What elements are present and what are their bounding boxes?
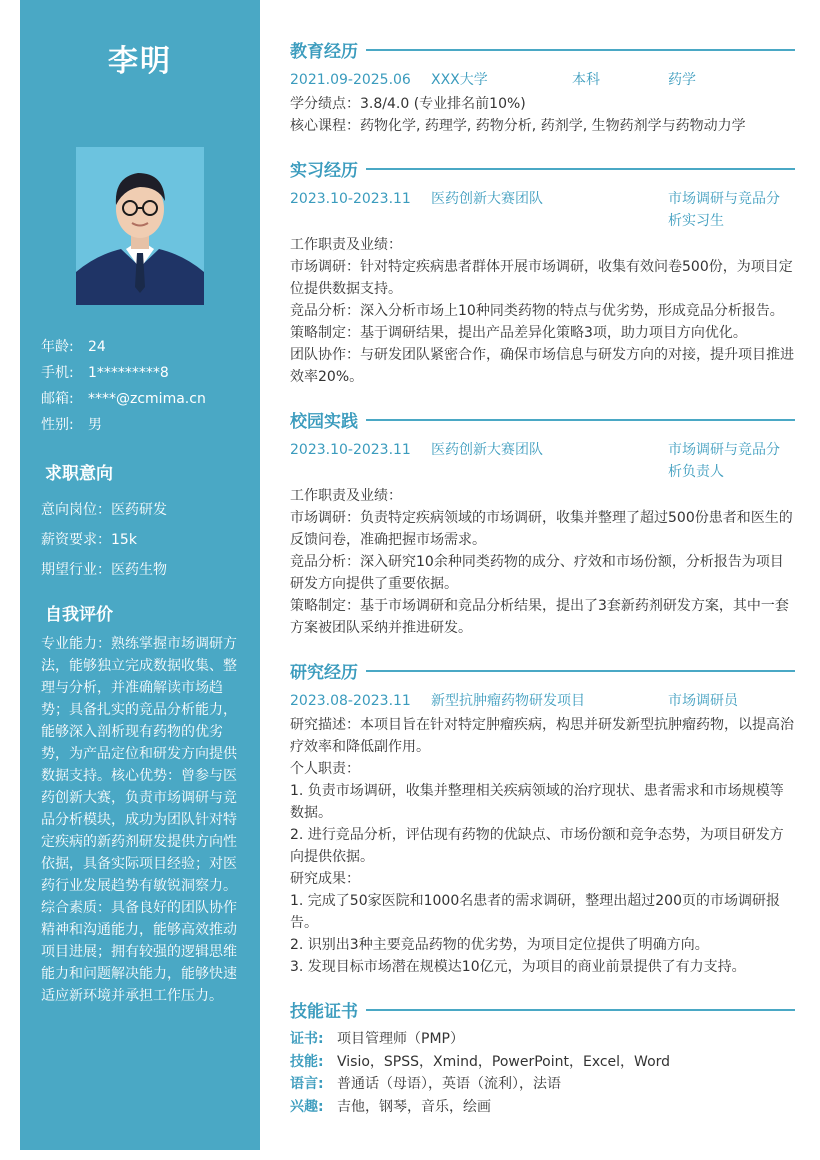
section-title: 校园实践 (290, 412, 358, 432)
skill-value: 普通话（母语），英语（流利），法语 (337, 1076, 561, 1092)
detail-line: 竞品分析：深入分析市场上10种同类药物的特点与优劣势，形成竞品分析报告。 (290, 303, 784, 319)
section-divider (366, 1009, 795, 1011)
info-value: 男 (88, 417, 102, 433)
section-skills (290, 997, 795, 1022)
skill-row (290, 1073, 670, 1096)
section-internship (290, 156, 795, 181)
evaluation-text: 专业能力：熟练掌握市场调研方法，能够独立完成数据收集、整理与分析，并准确解读市场趋势；具备扎实的竞品分析能力，能够深入剖析现有药物的优劣势，为产品定位和研发方向提供数据支持。核心优势：曾参与医药创新大赛，负责市场调研与竞品分析模块，成功为团队针对特定疾病的新药剂研发提供方向性依据，具备实际项目经验；对医药行业发展趋势有敏锐洞察力。综合素质：具备良好的团队协作精神和沟通能力，能够高效推动项目进展；拥有较强的逻辑思维能力和问题解决能力，能够快速适应新环境并承担工作压力。 (41, 636, 237, 1004)
section-education (290, 37, 795, 62)
research-date: 2023.08-2023.11 (290, 693, 411, 709)
campus-org: 医药创新大赛团队 (431, 442, 543, 458)
intent-list (41, 495, 167, 585)
section-title: 教育经历 (290, 42, 358, 62)
detail-line: 3. 发现目标市场潜在规模达10亿元，为项目的商业前景提供了有力支持。 (290, 959, 746, 975)
detail-line: 个人职责： (290, 761, 360, 777)
basic-info (41, 334, 206, 438)
sidebar (20, 0, 260, 1150)
section-research (290, 658, 795, 683)
detail-line: 市场调研：负责特定疾病领域的市场调研，收集并整理了超过500份患者和医生的反馈问卷，准确把握市场需求。 (290, 510, 793, 548)
section-divider (366, 419, 795, 421)
skill-row (290, 1051, 670, 1074)
research-details (290, 714, 795, 978)
skill-row (290, 1096, 670, 1119)
skill-key: 证书: (290, 1031, 324, 1047)
info-label: 性别: (41, 417, 74, 433)
education-courses: 核心课程：药物化学, 药理学, 药物分析, 药剂学, 生物药剂学与药物动力学 (290, 118, 746, 134)
education-degree: 本科 (572, 72, 600, 88)
detail-line: 2. 进行竞品分析，评估现有药物的优缺点、市场份额和竞争态势，为项目研发方向提供依据。 (290, 827, 784, 865)
education-date: 2021.09-2025.06 (290, 72, 411, 88)
detail-line: 策略制定：基于市场调研和竞品分析结果，提出了3套新药剂研发方案，其中一套方案被团队采纳并推进研发。 (290, 598, 789, 636)
detail-line: 策略制定：基于调研结果，提出产品差异化策略3项，助力项目方向优化。 (290, 325, 747, 341)
detail-line: 市场调研：针对特定疾病患者群体开展市场调研，收集有效问卷500份，为项目定位提供数据支持。 (290, 259, 793, 297)
section-title: 研究经历 (290, 663, 358, 683)
info-value: 1*********8 (88, 365, 169, 381)
intent-item: 期望行业：医药生物 (41, 562, 167, 578)
campus-role: 市场调研与竞品分析负责人 (668, 442, 780, 480)
skill-row (290, 1028, 670, 1051)
skill-value: 吉他，钢琴，音乐，绘画 (337, 1098, 491, 1115)
education-school: XXX大学 (431, 72, 488, 88)
section-divider (366, 168, 795, 170)
education-major: 药学 (668, 72, 696, 88)
internship-details (290, 234, 795, 388)
intent-heading: 求职意向 (45, 464, 113, 484)
internship-role: 市场调研与竞品分析实习生 (668, 191, 780, 229)
intent-item: 意向岗位：医药研发 (41, 502, 167, 518)
info-value: 24 (88, 339, 106, 355)
intent-item: 薪资要求：15k (41, 532, 137, 548)
candidate-name: 李明 (108, 44, 172, 79)
detail-line: 1. 负责市场调研，收集并整理相关疾病领域的治疗现状、患者需求和市场规模等数据。 (290, 783, 784, 821)
education-gpa: 学分绩点：3.8/4.0 (专业排名前10%) (290, 96, 526, 112)
info-row-gender (41, 412, 206, 438)
skill-key: 语言: (290, 1076, 324, 1092)
section-campus (290, 407, 795, 432)
evaluation-heading: 自我评价 (45, 605, 113, 625)
section-title: 实习经历 (290, 161, 358, 181)
section-divider (366, 49, 795, 51)
campus-date: 2023.10-2023.11 (290, 442, 411, 458)
research-role: 市场调研员 (668, 693, 738, 709)
skills-list (290, 1028, 670, 1118)
info-label: 邮箱: (41, 391, 74, 407)
detail-line: 工作职责及业绩： (290, 237, 402, 253)
research-project: 新型抗肿瘤药物研发项目 (431, 693, 585, 709)
detail-line: 竞品分析：深入研究10余种同类药物的成分、疗效和市场份额，分析报告为项目研发方向提供了重要依据。 (290, 554, 784, 592)
info-label: 年龄: (41, 339, 74, 355)
internship-date: 2023.10-2023.11 (290, 191, 411, 207)
campus-details (290, 485, 795, 639)
section-title: 技能证书 (290, 1002, 358, 1022)
skill-key: 兴趣: (290, 1098, 324, 1115)
profile-photo (76, 147, 204, 305)
detail-line: 研究成果： (290, 871, 360, 887)
internship-org: 医药创新大赛团队 (431, 191, 543, 207)
detail-line: 团队协作：与研发团队紧密合作，确保市场信息与研发方向的对接，提升项目推进效率20%。 (290, 347, 794, 385)
detail-line: 研究描述：本项目旨在针对特定肿瘤疾病，构思并研发新型抗肿瘤药物，以提高治疗效率和降低副作用。 (290, 717, 794, 755)
skill-value: Visio，SPSS，Xmind，PowerPoint，Excel，Word (337, 1053, 671, 1070)
info-row-email (41, 386, 206, 412)
detail-line: 1. 完成了50家医院和1000名患者的需求调研，整理出超过200页的市场调研报告。 (290, 893, 780, 931)
info-label: 手机: (41, 365, 74, 381)
info-value: ****@zcmima.cn (88, 391, 206, 407)
skill-key: 技能: (290, 1053, 324, 1070)
info-row-phone (41, 360, 206, 386)
skill-value: 项目管理师（PMP） (337, 1031, 464, 1047)
detail-line: 2. 识别出3种主要竞品药物的优劣势，为项目定位提供了明确方向。 (290, 937, 709, 953)
info-row-age (41, 334, 206, 360)
section-divider (366, 670, 795, 672)
detail-line: 工作职责及业绩： (290, 488, 402, 504)
